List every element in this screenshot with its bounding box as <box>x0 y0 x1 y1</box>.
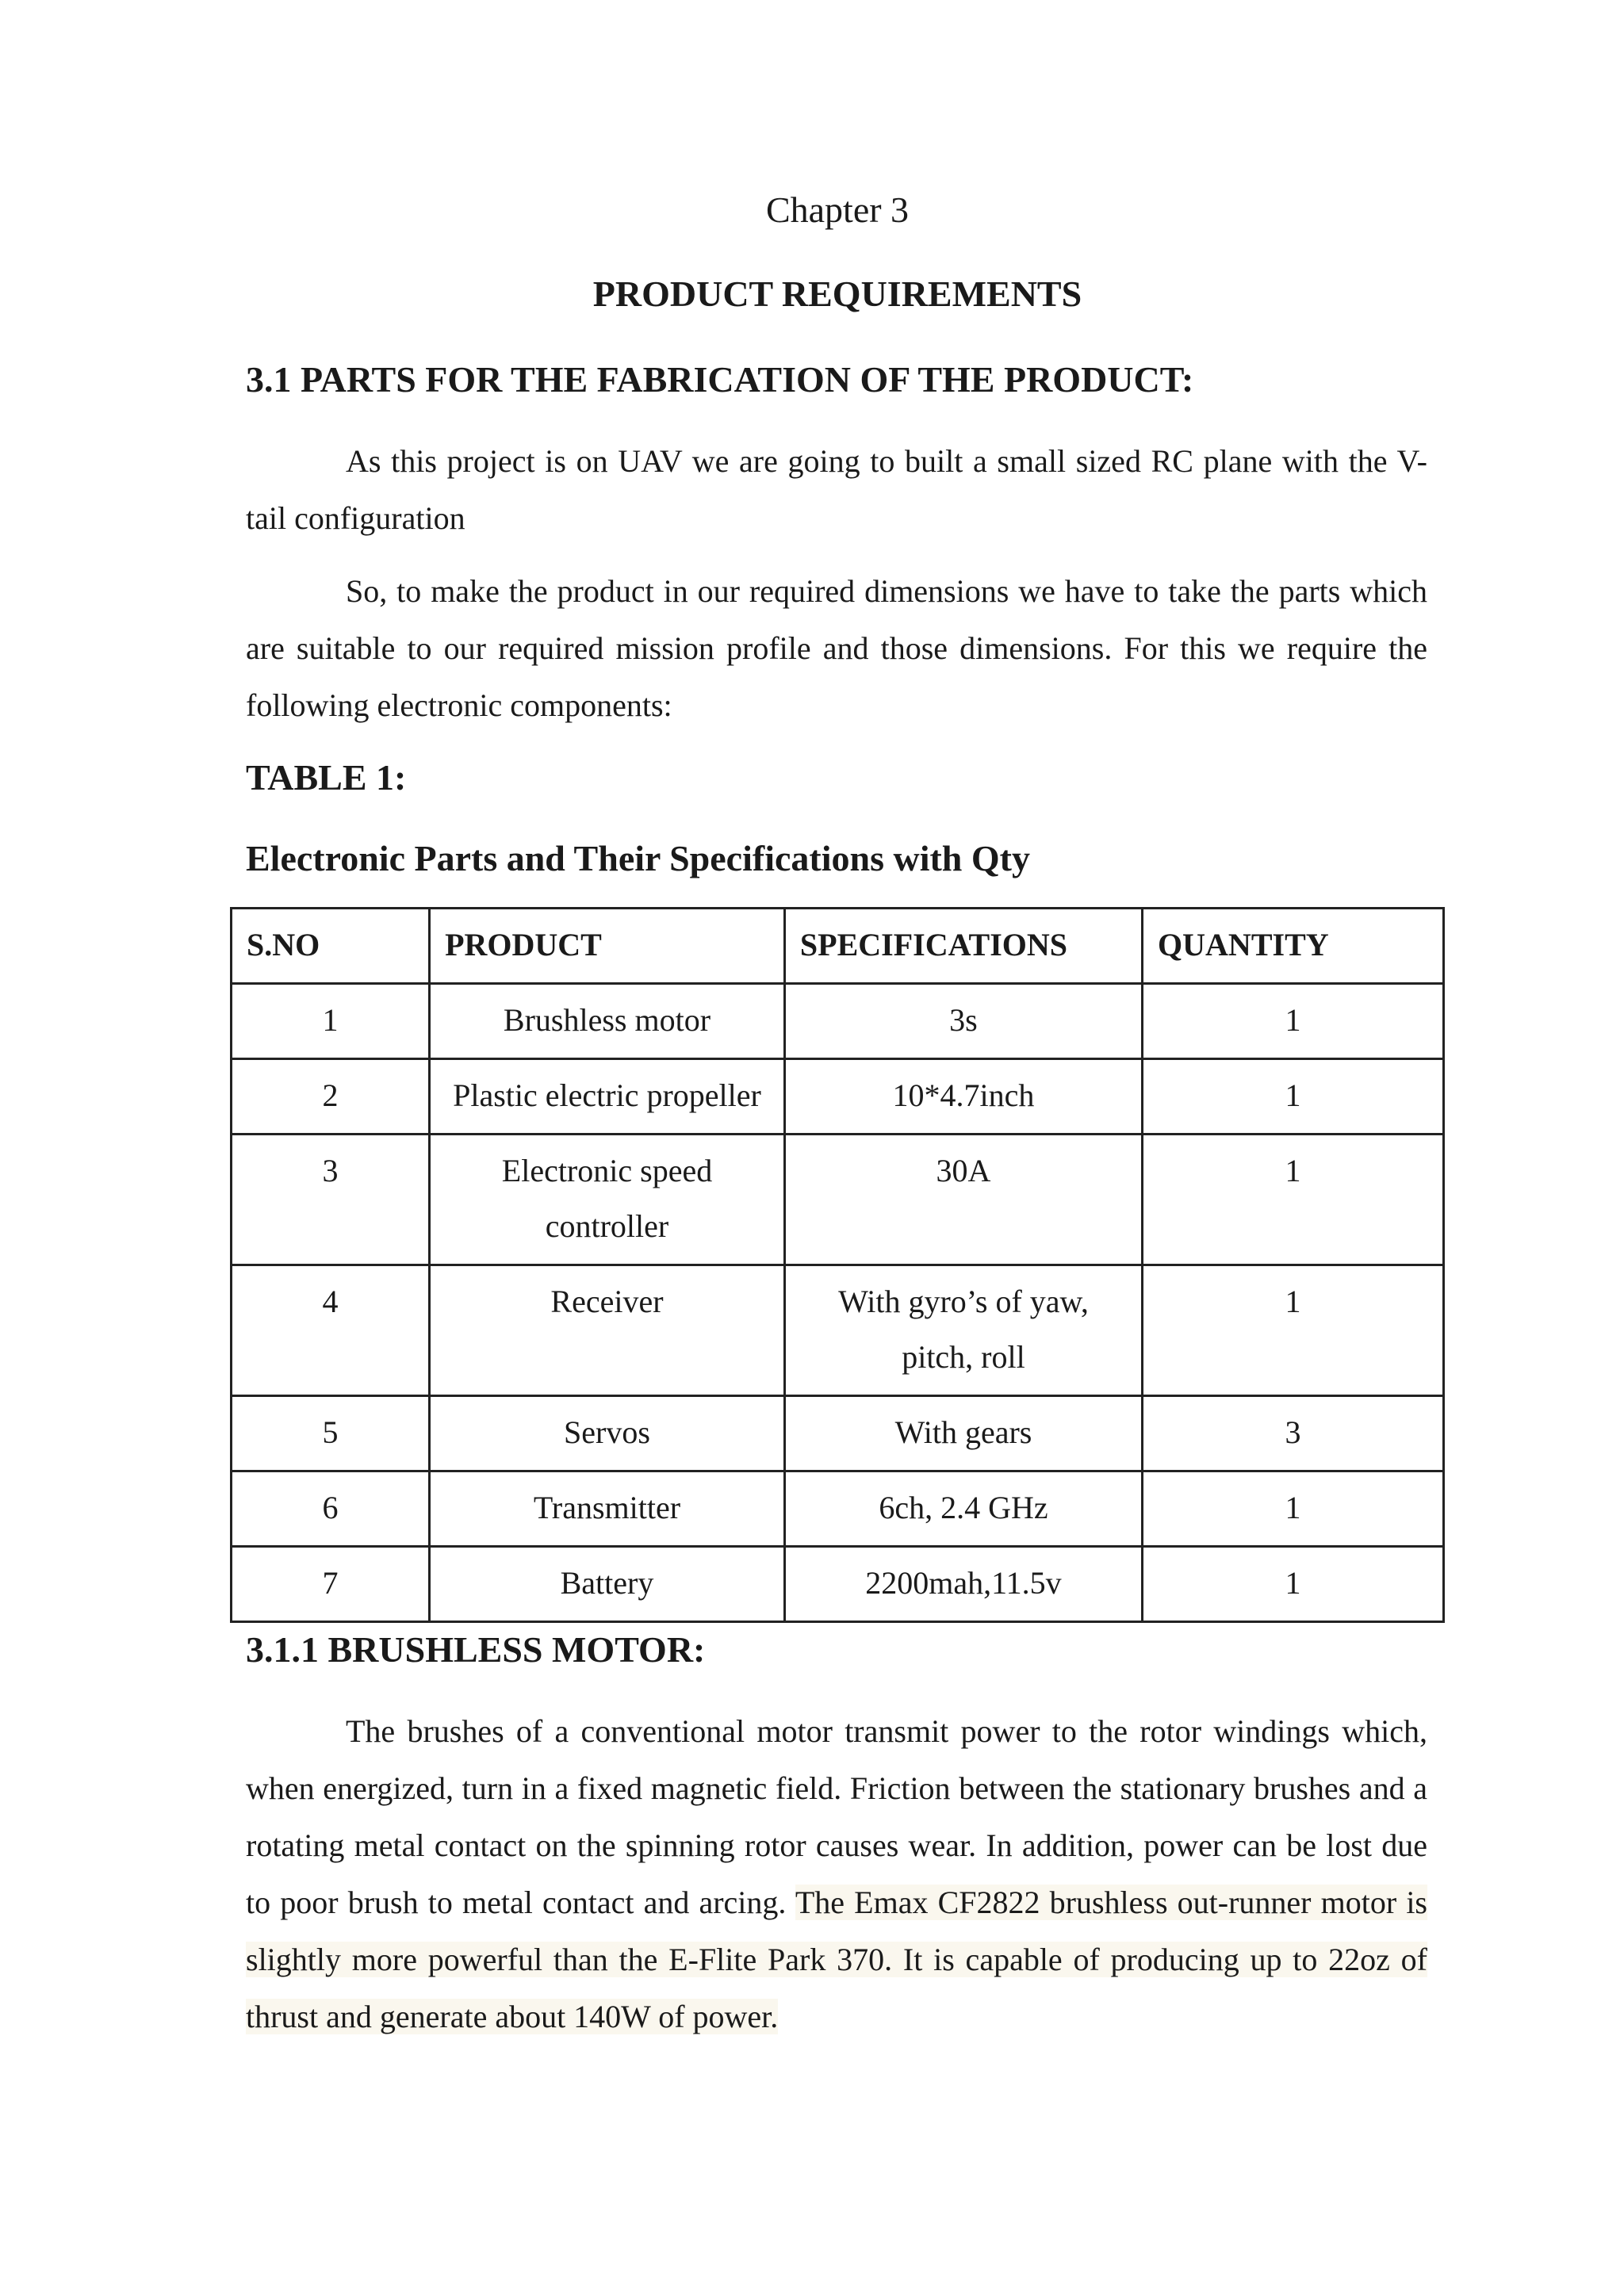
cell-product: Receiver <box>430 1265 785 1396</box>
table-caption: Electronic Parts and Their Specifications with Qty <box>246 838 1030 878</box>
table-row <box>232 1396 1444 1471</box>
cell-sno: 3 <box>232 1135 430 1265</box>
paragraph-components <box>246 563 1427 734</box>
paragraph-intro-text: As this project is on UAV we are going to built a small sized RC plane with the V-tail configuration <box>246 443 1427 536</box>
cell-specifications: 2200mah,11.5v <box>784 1547 1142 1622</box>
header-specifications: SPECIFICATIONS <box>784 909 1142 984</box>
table-row <box>232 1059 1444 1135</box>
table-row <box>232 1547 1444 1622</box>
table-header-row <box>232 909 1444 984</box>
cell-sno: 4 <box>232 1265 430 1396</box>
cell-quantity: 1 <box>1143 1471 1444 1547</box>
header-product: PRODUCT <box>430 909 785 984</box>
cell-quantity: 1 <box>1143 1135 1444 1265</box>
cell-specifications: 30A <box>784 1135 1142 1265</box>
cell-sno: 1 <box>232 984 430 1059</box>
header-quantity: QUANTITY <box>1143 909 1444 984</box>
cell-quantity: 3 <box>1143 1396 1444 1471</box>
paragraph-components-text: So, to make the product in our required dimensions we have to take the parts which are suitable to our required mission profile and those dimensions. For this we require the following electronic components: <box>246 573 1427 723</box>
cell-product: Plastic electric propeller <box>430 1059 785 1135</box>
paragraph-brushless-text: The brushes of a conventional motor transmit power to the rotor windings which, when energized, turn in a fixed magnetic field. Friction between the stationary brushes and a rotating metal contact on the spinning rotor causes wear. In addition, power can be lost due to poor brush to metal contact and arcing. <box>246 1713 1427 1920</box>
table-row <box>232 1265 1444 1396</box>
header-sno: S.NO <box>232 909 430 984</box>
cell-quantity: 1 <box>1143 1059 1444 1135</box>
table-label: TABLE 1: <box>246 757 407 798</box>
cell-product: Servos <box>430 1396 785 1471</box>
cell-quantity: 1 <box>1143 1547 1444 1622</box>
cell-specifications: 6ch, 2.4 GHz <box>784 1471 1142 1547</box>
cell-product: Electronic speed controller <box>430 1135 785 1265</box>
paragraph-intro <box>246 433 1427 547</box>
cell-sno: 6 <box>232 1471 430 1547</box>
section-heading-3-1: 3.1 PARTS FOR THE FABRICATION OF THE PRODUCT: <box>246 359 1194 400</box>
cell-specifications: With gyro’s of yaw, pitch, roll <box>784 1265 1142 1396</box>
cell-quantity: 1 <box>1143 1265 1444 1396</box>
cell-specifications: With gears <box>784 1396 1142 1471</box>
cell-sno: 7 <box>232 1547 430 1622</box>
cell-specifications: 3s <box>784 984 1142 1059</box>
chapter-title: PRODUCT REQUIREMENTS <box>592 274 1082 314</box>
table-row <box>232 1135 1444 1265</box>
cell-sno: 5 <box>232 1396 430 1471</box>
cell-sno: 2 <box>232 1059 430 1135</box>
table-row <box>232 1471 1444 1547</box>
cell-quantity: 1 <box>1143 984 1444 1059</box>
highlighted-text: The Emax CF2822 brushless out-runner motor is slightly more powerful than the E-Flite Park 370. It is capable of producing up to 22oz of thrust and generate about 140W of power. <box>246 1885 1427 2034</box>
table-row <box>232 984 1444 1059</box>
paragraph-brushless-motor <box>246 1703 1427 2045</box>
cell-specifications: 10*4.7inch <box>784 1059 1142 1135</box>
cell-product: Transmitter <box>430 1471 785 1547</box>
chapter-heading: Chapter 3 <box>765 189 910 230</box>
section-heading-3-1-1: 3.1.1 BRUSHLESS MOTOR: <box>246 1629 706 1670</box>
cell-product: Brushless motor <box>430 984 785 1059</box>
parts-table <box>230 907 1445 1623</box>
cell-product: Battery <box>430 1547 785 1622</box>
